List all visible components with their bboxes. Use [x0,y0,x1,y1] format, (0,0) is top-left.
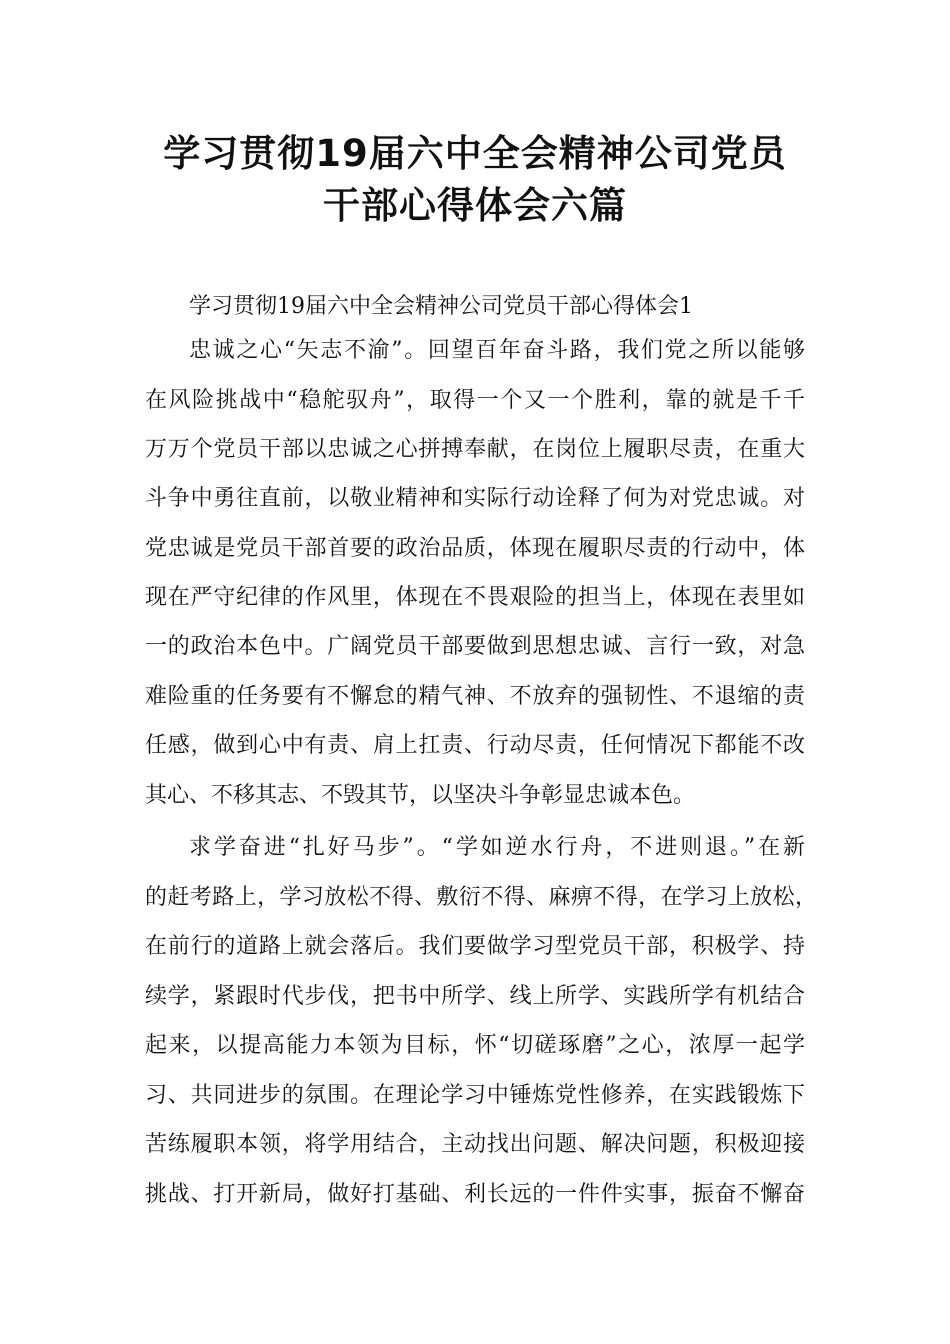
paragraph-line: 一的政治本色中。广阔党员干部要做到思想忠诚、言行一致，对急 [145,634,805,659]
paragraph-line: 党忠诚是党员干部首要的政治品质，体现在履职尽责的行动中，体 [145,536,805,561]
paragraph-line: 的赶考路上，学习放松不得、敷衍不得、麻痹不得，在学习上放松， [145,885,817,910]
paragraph-line: 其心、不移其志、不毁其节，以坚决斗争彰显忠诚本色。 [145,783,696,808]
paragraph-line: 求学奋进“扎好马步”。“学如逆水行舟，不进则退。”在新 [189,835,805,860]
paragraph-line: 起来，以提高能力本领为目标，怀“切磋琢磨”之心，浓厚一起学 [145,1033,805,1058]
paragraph-line: 任感，做到心中有责、肩上扛责、行动尽责，任何情况下都能不改 [145,733,805,758]
paragraph-line: 在风险挑战中“稳舵驭舟”，取得一个又一个胜利，靠的就是千千 [145,388,805,413]
section-subtitle: 学习贯彻19届六中全会精神公司党员干部心得体会1 [189,294,693,319]
paragraph-line: 斗争中勇往直前，以敬业精神和实际行动诠释了何为对党忠诚。对 [145,486,805,511]
paragraph-line: 在前行的道路上就会落后。我们要做学习型党员干部，积极学、持 [145,934,805,959]
paragraph-line: 万万个党员干部以忠诚之心拼搏奉献，在岗位上履职尽责，在重大 [145,437,805,462]
paragraph-line: 忠诚之心“矢志不渝”。回望百年奋斗路，我们党之所以能够 [189,338,805,363]
paragraph-line: 挑战、打开新局，做好打基础、利长远的一件件实事，振奋不懈奋 [145,1182,805,1207]
paragraph-line: 习、共同进步的氛围。在理论学习中锤炼党性修养，在实践锻炼下 [145,1083,805,1108]
document-title-line-1: 学习贯彻19届六中全会精神公司党员 [163,132,787,175]
paragraph-line: 续学，紧跟时代步伐，把书中所学、线上所学、实践所学有机结合 [145,984,805,1009]
paragraph-line: 现在严守纪律的作风里，体现在不畏艰险的担当上，体现在表里如 [145,585,805,610]
paragraph-line: 苦练履职本领，将学用结合，主动找出问题、解决问题，积极迎接 [145,1132,805,1157]
paragraph-line: 难险重的任务要有不懈怠的精气神、不放弃的强韧性、不退缩的责 [145,684,805,709]
document-title-line-2: 干部心得体会六篇 [323,184,627,227]
